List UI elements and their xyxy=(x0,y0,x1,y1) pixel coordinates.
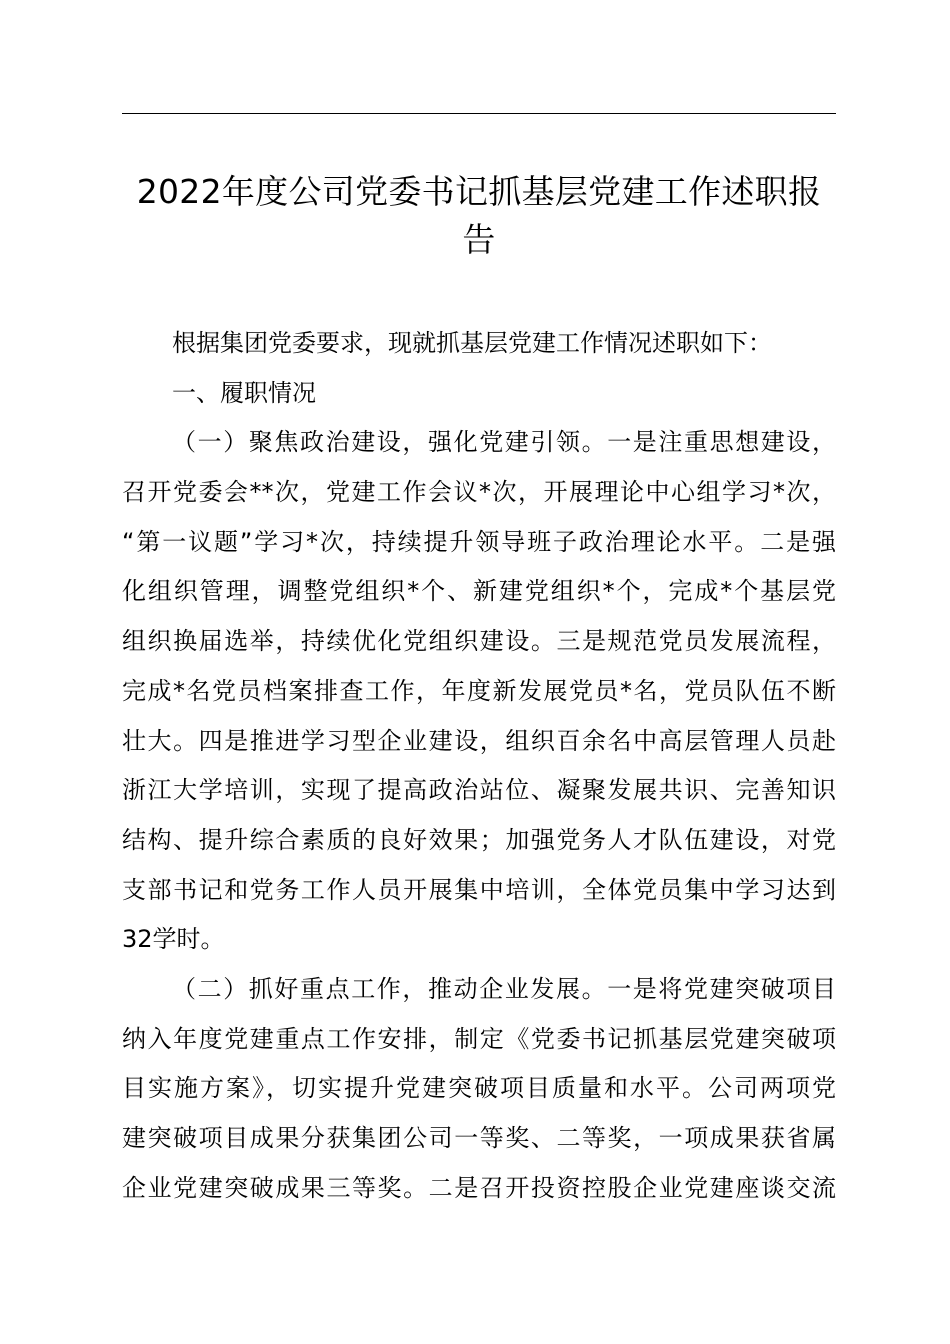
intro-paragraph: 根据集团党委要求，现就抓基层党建工作情况述职如下： xyxy=(172,329,772,357)
document-title xyxy=(122,168,836,264)
paragraph-line: 32学时。 xyxy=(122,925,225,954)
paragraph-line: （一）聚焦政治建设，强化党建引领。一是注重思想建设， xyxy=(172,428,836,457)
paragraph-line: 纳入年度党建重点工作安排，制定《党委书记抓基层党建突破项 xyxy=(122,1024,836,1053)
paragraph-line: 组织换届选举，持续优化党组织建设。三是规范党员发展流程， xyxy=(122,627,836,656)
header-rule xyxy=(122,113,836,114)
paragraph-line: 目实施方案》，切实提升党建突破项目质量和水平。公司两项党 xyxy=(122,1074,836,1103)
paragraph-line: 浙江大学培训，实现了提高政治站位、凝聚发展共识、完善知识 xyxy=(122,776,836,805)
document-body xyxy=(122,319,836,1213)
paragraph-line: 化组织管理，调整党组织*个、新建党组织*个，完成*个基层党 xyxy=(122,577,836,606)
section-heading: 一、履职情况 xyxy=(172,378,316,407)
paragraph-line: 召开党委会**次，党建工作会议*次，开展理论中心组学习*次， xyxy=(122,478,836,507)
paragraph-line: 完成*名党员档案排查工作，年度新发展党员*名，党员队伍不断 xyxy=(122,676,836,705)
paragraph-line: 支部书记和党务工作人员开展集中培训，全体党员集中学习达到 xyxy=(122,875,836,904)
paragraph-line: 建突破项目成果分获集团公司一等奖、二等奖，一项成果获省属 xyxy=(122,1124,836,1152)
paragraph-line: 结构、提升综合素质的良好效果；加强党务人才队伍建设，对党 xyxy=(122,825,836,854)
paragraph-line: （二）抓好重点工作，推动企业发展。一是将党建突破项目 xyxy=(172,974,836,1003)
paragraph-line: 企业党建突破成果三等奖。二是召开投资控股企业党建座谈交流 xyxy=(122,1173,836,1202)
paragraph-line: 壮大。四是推进学习型企业建设，组织百余名中高层管理人员赴 xyxy=(122,726,836,755)
title-line-1: 2022年度公司党委书记抓基层党建工作述职报 xyxy=(136,172,822,211)
title-line-2: 告 xyxy=(462,220,496,259)
paragraph-line: “第一议题”学习*次，持续提升领导班子政治理论水平。二是强 xyxy=(122,527,836,556)
